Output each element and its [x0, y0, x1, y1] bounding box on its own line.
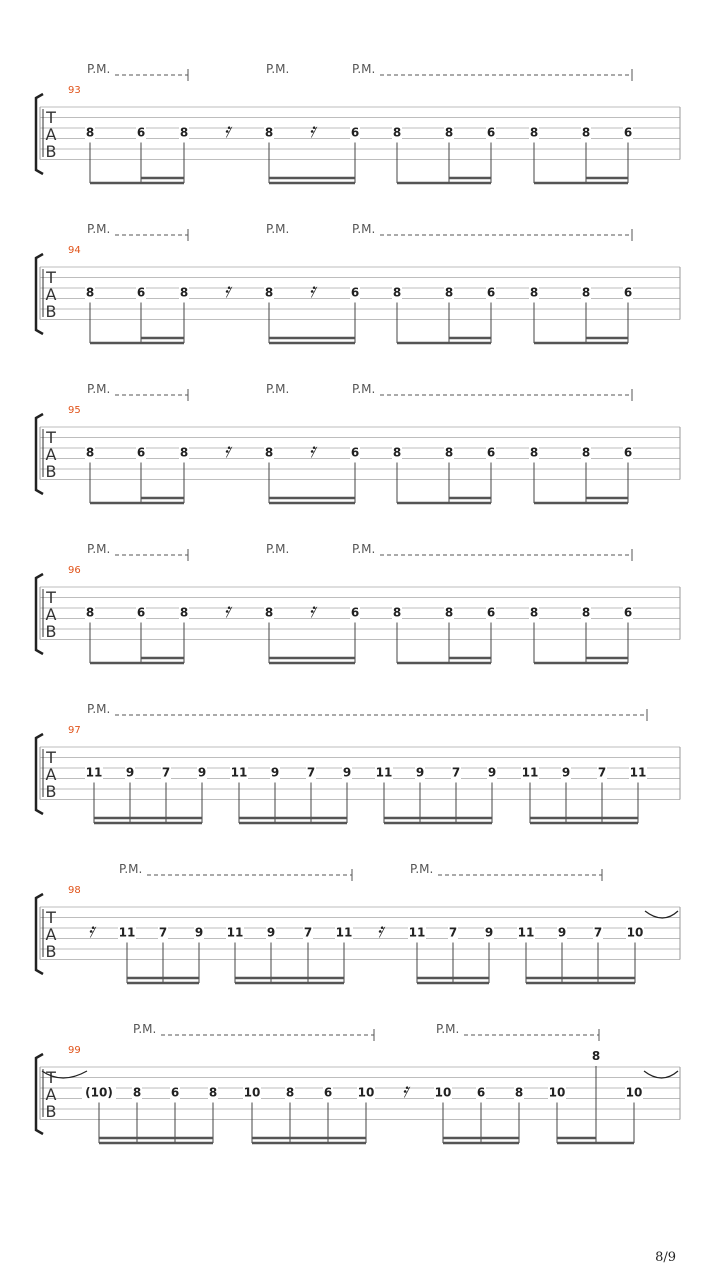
palm-mute-label: P.M. — [410, 862, 434, 876]
fret-number: 11 — [118, 925, 136, 940]
tab-clef-letter: B — [45, 142, 57, 161]
fret-number: 9 — [197, 765, 207, 780]
palm-mute-label: P.M. — [119, 862, 143, 876]
fret-number: 7 — [158, 925, 168, 940]
fret-number: 6 — [486, 125, 496, 140]
sixteenth-rest: 𝄿 — [223, 118, 231, 142]
fret-number: 6 — [623, 285, 633, 300]
bar-number: 95 — [68, 405, 81, 416]
fret-number: 8 — [85, 605, 95, 620]
palm-mute-label: P.M. — [133, 1022, 157, 1036]
fret-number: 8 — [264, 285, 274, 300]
fret-number: 6 — [623, 605, 633, 620]
fret-number: 11 — [335, 925, 353, 940]
fret-number: 8 — [591, 1049, 601, 1063]
bar-number: 96 — [68, 565, 81, 576]
fret-number: 9 — [342, 765, 352, 780]
fret-number: 6 — [350, 285, 360, 300]
fret-number: 11 — [226, 925, 244, 940]
fret-number: 8 — [581, 445, 591, 460]
tab-clef-letter: A — [45, 765, 57, 784]
sixteenth-rest: 𝄿 — [308, 118, 316, 142]
tab-clef-letter: B — [45, 942, 57, 961]
fret-number: 8 — [529, 605, 539, 620]
fret-number: 8 — [85, 445, 95, 460]
tab-clef-letter: A — [45, 1085, 57, 1104]
fret-number: 6 — [350, 605, 360, 620]
tab-clef-letter: B — [45, 622, 57, 641]
tab-clef-letter: B — [45, 1102, 57, 1121]
fret-number: 9 — [270, 765, 280, 780]
fret-number: 8 — [179, 445, 189, 460]
palm-mute-label: P.M. — [87, 62, 111, 76]
palm-mute-label: P.M. — [352, 382, 376, 396]
palm-mute-label: P.M. — [87, 382, 111, 396]
bar-number: 94 — [68, 245, 81, 256]
bar-number: 97 — [68, 725, 81, 736]
tab-system-95 — [36, 382, 680, 503]
fret-number: 11 — [230, 765, 248, 780]
palm-mute-label: P.M. — [87, 222, 111, 236]
tab-system-99 — [36, 1022, 680, 1143]
fret-number: 8 — [392, 285, 402, 300]
tab-system-96 — [36, 542, 680, 663]
tie-out — [644, 1071, 678, 1078]
palm-mute-label: P.M. — [352, 222, 376, 236]
fret-number: 9 — [484, 925, 494, 940]
tab-clef-letter: A — [45, 925, 57, 944]
tab-clef-letter: A — [45, 125, 57, 144]
tab-system-97 — [36, 702, 680, 823]
tab-clef-letter: T — [46, 588, 56, 607]
tie-out — [645, 911, 678, 918]
sixteenth-rest: 𝄿 — [401, 1078, 409, 1102]
fret-number: 9 — [415, 765, 425, 780]
fret-number: 7 — [448, 925, 458, 940]
tab-clef-letter: A — [45, 605, 57, 624]
fret-number: 11 — [375, 765, 393, 780]
fret-number: 8 — [529, 125, 539, 140]
fret-number: 8 — [392, 605, 402, 620]
palm-mute-label: P.M. — [352, 62, 376, 76]
fret-number: 8 — [529, 445, 539, 460]
fret-number: 8 — [85, 125, 95, 140]
tab-clef-letter: T — [46, 908, 56, 927]
fret-number: 9 — [266, 925, 276, 940]
fret-number: 8 — [444, 445, 454, 460]
tab-clef-letter: T — [46, 268, 56, 287]
fret-number: 6 — [323, 1085, 333, 1100]
fret-number: 6 — [136, 445, 146, 460]
fret-number: 9 — [561, 765, 571, 780]
sixteenth-rest: 𝄿 — [308, 438, 316, 462]
tab-clef-letter: T — [46, 748, 56, 767]
fret-number: 7 — [593, 925, 603, 940]
bar-number: 99 — [68, 1045, 81, 1056]
fret-number: 8 — [179, 125, 189, 140]
palm-mute-label: P.M. — [352, 542, 376, 556]
fret-number: 8 — [264, 125, 274, 140]
fret-number: 6 — [486, 445, 496, 460]
fret-number: 6 — [136, 285, 146, 300]
tab-clef-letter: T — [46, 108, 56, 127]
palm-mute-label: P.M. — [266, 542, 290, 556]
fret-number: 6 — [136, 125, 146, 140]
fret-number: 6 — [350, 445, 360, 460]
tab-clef-letter: A — [45, 285, 57, 304]
fret-number: 9 — [487, 765, 497, 780]
fret-number: 10 — [357, 1085, 375, 1100]
fret-number: 8 — [581, 285, 591, 300]
fret-number: 10 — [548, 1085, 566, 1100]
fret-number: 9 — [557, 925, 567, 940]
fret-number: 6 — [350, 125, 360, 140]
fret-number: 7 — [306, 765, 316, 780]
fret-number: 6 — [170, 1085, 180, 1100]
fret-number: 11 — [85, 765, 103, 780]
bar-number: 93 — [68, 85, 81, 96]
fret-number: 11 — [517, 925, 535, 940]
fret-number: 6 — [623, 445, 633, 460]
fret-number: 8 — [529, 285, 539, 300]
sixteenth-rest: 𝄿 — [87, 918, 95, 942]
fret-number: 8 — [264, 605, 274, 620]
fret-number: 10 — [434, 1085, 452, 1100]
fret-number: 6 — [476, 1085, 486, 1100]
fret-number: 8 — [285, 1085, 295, 1100]
fret-number: 9 — [125, 765, 135, 780]
fret-number: 7 — [161, 765, 171, 780]
fret-number: (10) — [85, 1085, 113, 1100]
tab-system-94 — [36, 222, 680, 343]
sixteenth-rest: 𝄿 — [376, 918, 384, 942]
fret-number: 8 — [179, 285, 189, 300]
fret-number: 8 — [132, 1085, 142, 1100]
sixteenth-rest: 𝄿 — [223, 598, 231, 622]
fret-number: 8 — [392, 445, 402, 460]
page-number: 8/9 — [655, 1250, 676, 1265]
fret-number: 6 — [486, 285, 496, 300]
sixteenth-rest: 𝄿 — [308, 598, 316, 622]
fret-number: 10 — [626, 925, 644, 940]
palm-mute-label: P.M. — [87, 702, 111, 716]
bar-number: 98 — [68, 885, 81, 896]
tab-clef-letter: T — [46, 1068, 56, 1087]
fret-number: 8 — [85, 285, 95, 300]
tab-clef-letter: B — [45, 462, 57, 481]
fret-number: 11 — [629, 765, 647, 780]
tab-clef-letter: B — [45, 782, 57, 801]
tab-clef-letter: T — [46, 428, 56, 447]
fret-number: 7 — [597, 765, 607, 780]
sixteenth-rest: 𝄿 — [223, 278, 231, 302]
fret-number: 11 — [521, 765, 539, 780]
fret-number: 10 — [243, 1085, 261, 1100]
fret-number: 8 — [444, 285, 454, 300]
fret-number: 8 — [208, 1085, 218, 1100]
fret-number: 6 — [623, 125, 633, 140]
fret-number: 8 — [179, 605, 189, 620]
fret-number: 9 — [194, 925, 204, 940]
fret-number: 8 — [264, 445, 274, 460]
fret-number: 11 — [408, 925, 426, 940]
fret-number: 7 — [451, 765, 461, 780]
tab-clef-letter: A — [45, 445, 57, 464]
fret-number: 8 — [514, 1085, 524, 1100]
sixteenth-rest: 𝄿 — [308, 278, 316, 302]
palm-mute-label: P.M. — [87, 542, 111, 556]
fret-number: 8 — [444, 605, 454, 620]
fret-number: 7 — [303, 925, 313, 940]
tab-system-98 — [36, 862, 680, 983]
fret-number: 8 — [581, 605, 591, 620]
palm-mute-label: P.M. — [436, 1022, 460, 1036]
fret-number: 6 — [136, 605, 146, 620]
palm-mute-label: P.M. — [266, 382, 290, 396]
fret-number: 8 — [444, 125, 454, 140]
fret-number: 8 — [581, 125, 591, 140]
fret-number: 10 — [625, 1085, 643, 1100]
tab-system-93 — [36, 62, 680, 183]
fret-number: 8 — [392, 125, 402, 140]
palm-mute-label: P.M. — [266, 62, 290, 76]
tab-clef-letter: B — [45, 302, 57, 321]
sixteenth-rest: 𝄿 — [223, 438, 231, 462]
fret-number: 6 — [486, 605, 496, 620]
palm-mute-label: P.M. — [266, 222, 290, 236]
